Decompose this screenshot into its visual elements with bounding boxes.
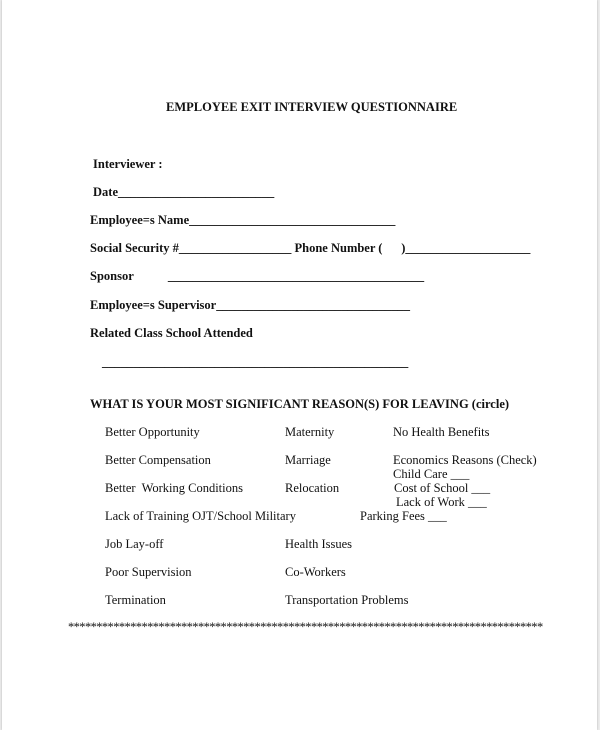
option-no-health-benefits: No Health Benefits bbox=[393, 425, 490, 439]
employee-name-field: Employee=s Name_________________________________ bbox=[90, 213, 396, 227]
document-page bbox=[2, 0, 597, 730]
option-poor-supervision: Poor Supervision bbox=[105, 565, 192, 579]
separator-line: ************************************************************************************ bbox=[68, 620, 543, 634]
option-parking-fees: Parking Fees ___ bbox=[360, 509, 447, 523]
sponsor-field: Sponsor _________________________________________ bbox=[90, 269, 425, 283]
option-better-working-conditions: Better Working Conditions bbox=[105, 481, 243, 495]
option-better-compensation: Better Compensation bbox=[105, 453, 211, 467]
option-health-issues: Health Issues bbox=[285, 537, 352, 551]
interviewer-field: Interviewer : bbox=[93, 157, 163, 171]
reasons-heading: WHAT IS YOUR MOST SIGNIFICANT REASON(S) FOR LEAVING (circle) bbox=[90, 397, 510, 411]
option-lack-of-work: Lack of Work ___ bbox=[396, 495, 487, 509]
option-relocation: Relocation bbox=[285, 481, 340, 495]
supervisor-field: Employee=s Supervisor_______________________________ bbox=[90, 298, 410, 312]
option-co-workers: Co-Workers bbox=[285, 565, 346, 579]
option-better-opportunity: Better Opportunity bbox=[105, 425, 200, 439]
option-maternity: Maternity bbox=[285, 425, 335, 439]
related-class-line: _________________________________________________ bbox=[102, 355, 409, 369]
option-transportation-problems: Transportation Problems bbox=[285, 593, 409, 607]
option-child-care: Child Care ___ bbox=[393, 467, 470, 481]
ssn-phone-field: Social Security #__________________ Phone Number ( )____________________ bbox=[90, 241, 531, 255]
date-field: Date_________________________ bbox=[93, 185, 275, 199]
option-cost-of-school: Cost of School ___ bbox=[394, 481, 491, 495]
option-job-lay-off: Job Lay-off bbox=[105, 537, 164, 551]
option-economics-reasons: Economics Reasons (Check) bbox=[393, 453, 537, 467]
page-title: EMPLOYEE EXIT INTERVIEW QUESTIONNAIRE bbox=[166, 100, 458, 114]
option-lack-of-training: Lack of Training OJT/School Military bbox=[105, 509, 296, 523]
option-marriage: Marriage bbox=[285, 453, 331, 467]
related-class-field: Related Class School Attended bbox=[90, 326, 253, 340]
option-termination: Termination bbox=[105, 593, 166, 607]
